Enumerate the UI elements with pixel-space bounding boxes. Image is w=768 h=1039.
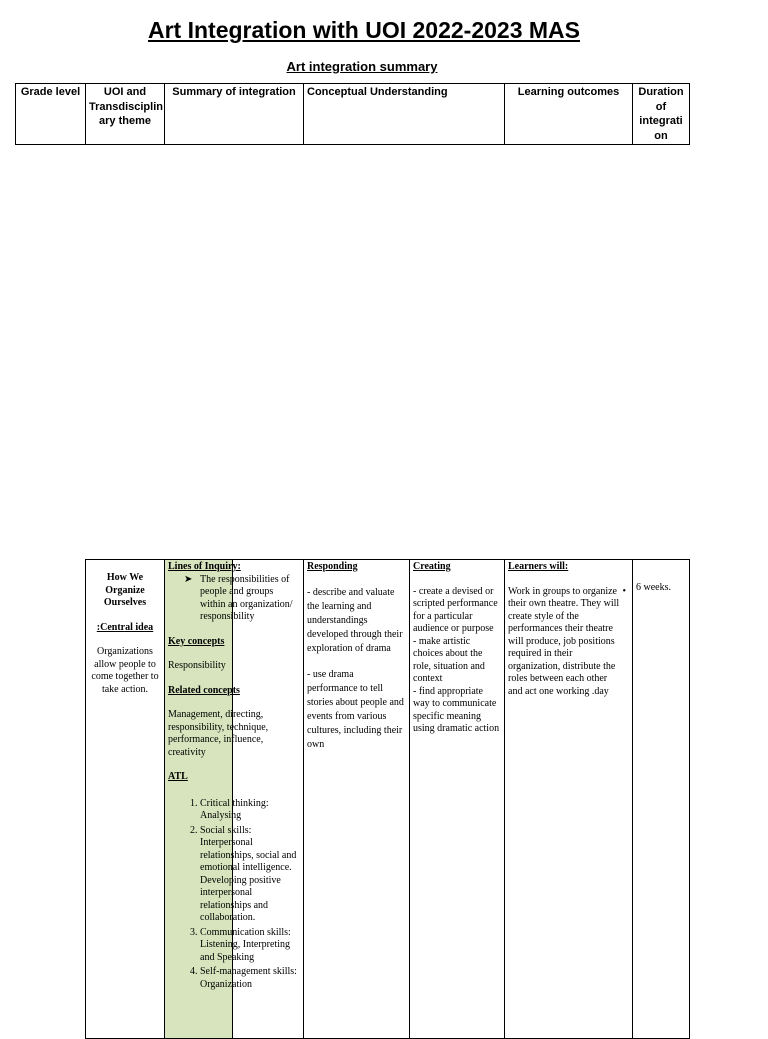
header-summary: Summary of integration xyxy=(165,84,304,145)
creating-label: Creating xyxy=(413,561,451,572)
outcomes-text: Work in groups to organize their own theatre. They will create style of the performances their theatre will produce, job positions required in their organization, distribute the roles between each other and act one working .day xyxy=(508,585,620,697)
list-item: 2. Social skills: Interpersonal relationships, social and emotional intelligence. Developing positive interpersonal relationships and collaboration. xyxy=(200,825,300,925)
list-item: ➤ The responsibilities of people and groups within an organization/ responsibility xyxy=(184,573,293,622)
creating-text-3: - find appropriate way to communicate specific meaning using dramatic action xyxy=(413,685,500,734)
atl-label: ATL xyxy=(168,771,188,782)
bullet-icon: • xyxy=(622,586,626,597)
key-concepts-text: Responsibility xyxy=(168,660,226,671)
document-subtitle: Art integration summary xyxy=(286,59,438,74)
conceptual-cell xyxy=(304,560,410,1039)
lines-of-inquiry-label: Lines of Inquiry: xyxy=(168,561,241,572)
creating-text-1: - create a devised or scripted performance for a particular audience or purpose xyxy=(413,585,498,634)
responding-label: Responding xyxy=(307,561,358,572)
duration-text: 6 weeks. xyxy=(636,582,671,593)
duration-cell xyxy=(633,560,690,1039)
related-concepts-text: Management, directing, responsibility, technique, performance, influence, creativity xyxy=(168,709,269,758)
header-uoi-theme: UOI and Transdisciplin ary theme xyxy=(86,84,165,145)
related-concepts-label: Related concepts xyxy=(168,684,240,696)
lines-of-inquiry-list xyxy=(168,574,300,624)
document-title: Art Integration with UOI 2022-2023 MAS xyxy=(148,17,580,43)
theme-title: How We Organize Ourselves xyxy=(103,572,147,608)
list-item: 1. Critical thinking: Analysing xyxy=(200,798,300,823)
body-row xyxy=(86,560,690,1039)
atl-list xyxy=(168,798,300,992)
body-table xyxy=(85,559,690,1039)
list-item: 4. Self-management skills: Organization xyxy=(200,966,300,991)
header-conceptual-understanding: Conceptual Understanding xyxy=(304,84,505,145)
central-idea-text: Organizations allow people to come together to take action. xyxy=(91,646,159,695)
summary-cell xyxy=(165,560,304,1039)
learners-will-label: Learners will: xyxy=(508,561,569,572)
creating-cell xyxy=(410,560,505,1039)
theme-cell xyxy=(86,560,165,1039)
creating-text-2: - make artistic choices about the role, situation and context xyxy=(413,635,485,684)
header-table xyxy=(15,83,690,145)
header-learning-outcomes: Learning outcomes xyxy=(505,84,633,145)
header-grade-level: Grade level xyxy=(16,84,86,145)
key-concepts-label: Key concepts xyxy=(168,635,225,647)
list-item: 3. Communication skills: Listening, Interpreting and Speaking xyxy=(200,927,300,965)
responding-text-1: - describe and valuate the learning and understandings developed through their exploration of drama xyxy=(307,586,403,654)
header-row xyxy=(16,84,690,145)
outcomes-cell xyxy=(505,560,633,1039)
responding-text-2: - use drama performance to tell stories about people and events from various cultures, including their own xyxy=(307,668,404,750)
central-idea-label: :Central idea xyxy=(96,621,154,633)
header-duration: Duration of integrati on xyxy=(633,84,690,145)
arrow-bullet-icon: ➤ xyxy=(184,573,193,585)
